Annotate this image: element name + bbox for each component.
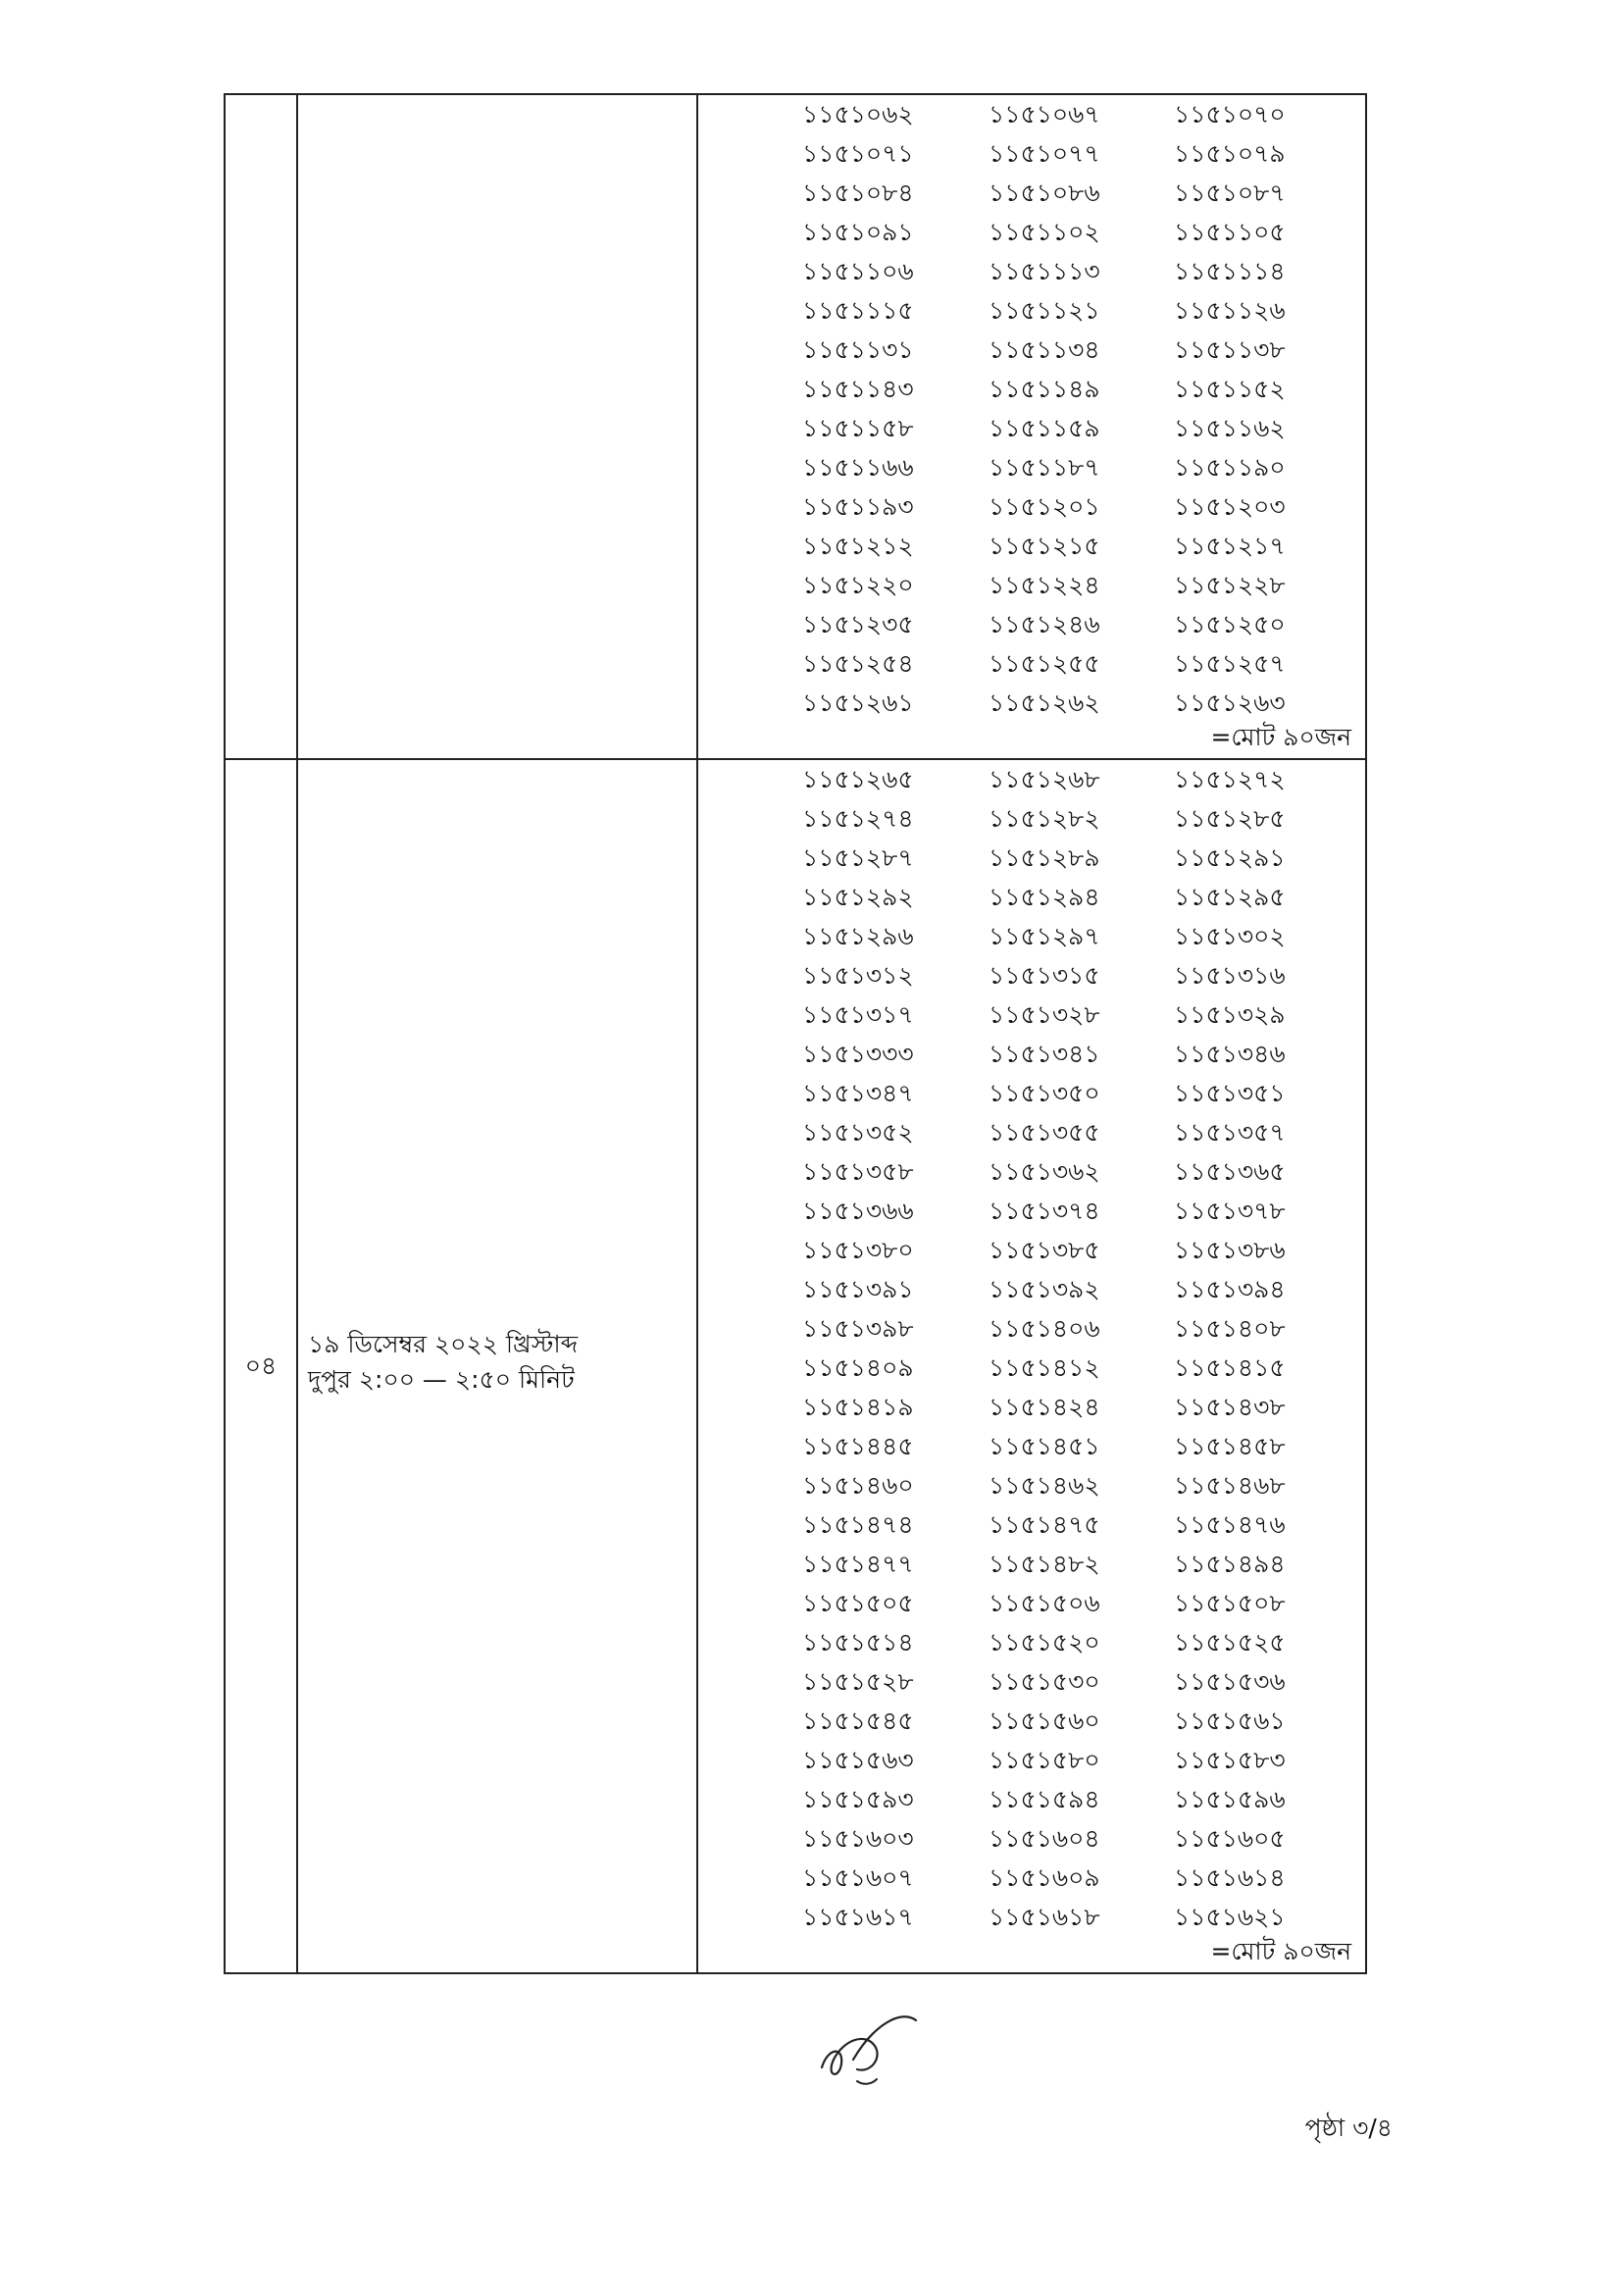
- roll-number: ১১৫১৩২৯: [1174, 1000, 1286, 1029]
- roll-number: ১১৫১৩৬৫: [1174, 1157, 1286, 1186]
- roll-row: [696, 995, 1365, 1035]
- roll-number: ১১৫১২৬১: [802, 688, 914, 717]
- roll-number: ১১৫১৫০৫: [802, 1589, 914, 1617]
- roll-row: [696, 1741, 1365, 1780]
- roll-number: ১১৫১৩৫৫: [989, 1118, 1100, 1146]
- roll-row: [696, 487, 1365, 527]
- roll-row: [696, 566, 1365, 605]
- roll-row: [696, 527, 1365, 566]
- roll-number: ১১৫১৪০৯: [802, 1353, 914, 1382]
- roll-number: ১১৫১২৯১: [1174, 843, 1286, 872]
- roll-row: [696, 409, 1365, 448]
- roll-number-grid: [696, 95, 1365, 723]
- roll-row: [696, 448, 1365, 487]
- roll-number: ১১৫১২২৪: [989, 571, 1100, 599]
- roll-number: ১১৫১০৭০: [1174, 100, 1286, 128]
- roll-number: ১১৫১০৬২: [802, 100, 914, 128]
- roll-number: ১১৫১৩৮৬: [1174, 1236, 1286, 1264]
- roll-number: ১১৫১১৮৭: [989, 453, 1100, 482]
- roll-number: ১১৫১০৭৯: [1174, 139, 1286, 168]
- roll-number: ১১৫১১০৬: [802, 257, 914, 285]
- roll-number: ১১৫১৩৯৮: [802, 1314, 914, 1343]
- roll-number: ১১৫১৬০৫: [1174, 1824, 1286, 1853]
- roll-number: ১১৫১৫৮০: [989, 1746, 1100, 1774]
- roll-number: ১১৫১৪৬২: [989, 1471, 1100, 1500]
- roll-number: ১১৫১২৫৭: [1174, 649, 1286, 678]
- roll-number: ১১৫১৩৫৮: [802, 1157, 914, 1186]
- roll-number: ১১৫১৬০৪: [989, 1824, 1100, 1853]
- roll-number: ১১৫১১৫২: [1174, 375, 1286, 403]
- roll-number: ১১৫১৩৫২: [802, 1118, 914, 1146]
- roll-number: ১১৫১৩৫০: [989, 1079, 1100, 1107]
- roll-number: ১১৫১১৯৩: [802, 492, 914, 521]
- roll-row: [696, 1584, 1365, 1623]
- roll-row: [696, 1427, 1365, 1466]
- roll-number: ১১৫১৪১৯: [802, 1393, 914, 1421]
- roll-row: [696, 1623, 1365, 1662]
- roll-number: ১১৫১২৫৪: [802, 649, 914, 678]
- roll-number: ১১৫১৩১২: [802, 961, 914, 990]
- roll-number: ১১৫১১৪৯: [989, 375, 1100, 403]
- roll-number: ১১৫১৩৪১: [989, 1040, 1100, 1068]
- exam-date: ১৯ ডিসেম্বর ২০২২ খ্রিস্টাব্দ: [308, 1330, 579, 1358]
- roll-number: ১১৫১১৯০: [1174, 453, 1286, 482]
- roll-number: ১১৫১৩৫৭: [1174, 1118, 1286, 1146]
- roll-number: ১১৫১৪৫১: [989, 1432, 1100, 1460]
- roll-number: ১১৫১৫৬৩: [802, 1746, 914, 1774]
- roll-number: ১১৫১৩৮৫: [989, 1236, 1100, 1264]
- roll-row: [696, 605, 1365, 644]
- roll-row: [696, 213, 1365, 252]
- roll-row: [696, 1388, 1365, 1427]
- column-divider-serial: [296, 95, 298, 758]
- total-count: =মোট ৯০জন: [1210, 1937, 1351, 1965]
- roll-number: ১১৫১১২৬: [1174, 296, 1286, 325]
- roll-number: ১১৫১৬১৮: [989, 1903, 1100, 1931]
- roll-number: ১১৫১২৭২: [1174, 765, 1286, 793]
- roll-number: ১১৫১১৬২: [1174, 414, 1286, 442]
- roll-row: [696, 1309, 1365, 1349]
- roll-row: [696, 1780, 1365, 1819]
- serial-number: ০৪: [244, 1351, 278, 1380]
- column-divider-serial: [296, 760, 298, 1972]
- roll-number: ১১৫১৪৭৪: [802, 1510, 914, 1539]
- roll-row: [696, 799, 1365, 839]
- roll-number: ১১৫১১৫৮: [802, 414, 914, 442]
- roll-number: ১১৫১০৭১: [802, 139, 914, 168]
- roll-number: ১১৫১১২১: [989, 296, 1100, 325]
- roll-number: ১১৫১৪৪৫: [802, 1432, 914, 1460]
- roll-number: ১১৫১১৬৬: [802, 453, 914, 482]
- roll-number: ১১৫১২৬২: [989, 688, 1100, 717]
- roll-number: ১১৫১৪৩৮: [1174, 1393, 1286, 1421]
- roll-number: ১১৫১৩২৮: [989, 1000, 1100, 1029]
- roll-number: ১১৫১১৪৩: [802, 375, 914, 403]
- roll-number: ১১৫১৪৫৮: [1174, 1432, 1286, 1460]
- roll-number: ১১৫১৫২৮: [802, 1667, 914, 1696]
- roll-row: [696, 1270, 1365, 1309]
- roll-number: ১১৫১৩১৬: [1174, 961, 1286, 990]
- roll-row: [696, 1035, 1365, 1074]
- roll-number: ১১৫১২৮৯: [989, 843, 1100, 872]
- roll-number: ১১৫১১০২: [989, 218, 1100, 246]
- roll-number: ১১৫১০৯১: [802, 218, 914, 246]
- roll-row: [696, 331, 1365, 370]
- roll-number: ১১৫১৩৩৩: [802, 1040, 914, 1068]
- roll-table-block-04: [224, 760, 1367, 1974]
- roll-number: ১১৫১২৯২: [802, 883, 914, 911]
- roll-number: ১১৫১১০৫: [1174, 218, 1286, 246]
- roll-row: [696, 1113, 1365, 1152]
- page-number: পৃষ্ঠা ৩/৪: [1304, 2114, 1393, 2142]
- roll-number: ১১৫১৩৯৪: [1174, 1275, 1286, 1303]
- roll-number: ১১৫১৪৭৫: [989, 1510, 1100, 1539]
- roll-number: ১১৫১১৩১: [802, 335, 914, 364]
- roll-number: ১১৫১২৮২: [989, 804, 1100, 833]
- roll-row: [696, 917, 1365, 956]
- roll-number: ১১৫১৩৪৭: [802, 1079, 914, 1107]
- roll-number: ১১৫১২৫৫: [989, 649, 1100, 678]
- roll-number: ১১৫১২৮৭: [802, 843, 914, 872]
- roll-number: ১১৫১৩৫১: [1174, 1079, 1286, 1107]
- total-count: =মোট ৯০জন: [1210, 723, 1351, 751]
- roll-number: ১১৫১৫৮৩: [1174, 1746, 1286, 1774]
- roll-number: ১১৫১৪০৬: [989, 1314, 1100, 1343]
- roll-number: ১১৫১৪৬৮: [1174, 1471, 1286, 1500]
- roll-number: ১১৫১২০১: [989, 492, 1100, 521]
- roll-number: ১১৫১০৮৬: [989, 178, 1100, 207]
- roll-number: ১১৫১২০৩: [1174, 492, 1286, 521]
- roll-number: ১১৫১২৯৫: [1174, 883, 1286, 911]
- roll-row: [696, 1074, 1365, 1113]
- roll-number: ১১৫১৪৬০: [802, 1471, 914, 1500]
- roll-number: ১১৫১৫৩৬: [1174, 1667, 1286, 1696]
- roll-row: [696, 644, 1365, 684]
- roll-number-grid: [696, 760, 1365, 1937]
- roll-number: ১১৫১৩১৭: [802, 1000, 914, 1029]
- roll-number: ১১৫১৩৯২: [989, 1275, 1100, 1303]
- roll-number: ১১৫১৩৭৮: [1174, 1197, 1286, 1225]
- roll-number: ১১৫১৫৬০: [989, 1707, 1100, 1735]
- handwritten-signature: [814, 1991, 922, 2099]
- roll-row: [696, 1545, 1365, 1584]
- roll-number: ১১৫১৩৪৬: [1174, 1040, 1286, 1068]
- roll-row: [696, 134, 1365, 174]
- roll-row: [696, 1702, 1365, 1741]
- roll-row: [696, 1859, 1365, 1898]
- roll-row: [696, 1349, 1365, 1388]
- roll-number: ১১৫১৫৪৫: [802, 1707, 914, 1735]
- roll-number: ১১৫১০৮৪: [802, 178, 914, 207]
- roll-row: [696, 1192, 1365, 1231]
- roll-number: ১১৫১৬১৭: [802, 1903, 914, 1931]
- roll-number: ১১৫১২৩৫: [802, 610, 914, 638]
- roll-row: [696, 1898, 1365, 1937]
- roll-number: ১১৫১২৯৬: [802, 922, 914, 950]
- roll-number: ১১৫১২৬৮: [989, 765, 1100, 793]
- roll-row: [696, 839, 1365, 878]
- roll-number: ১১৫১৩১৫: [989, 961, 1100, 990]
- roll-number: ১১৫১২৬৫: [802, 765, 914, 793]
- roll-number: ১১৫১৬১৪: [1174, 1863, 1286, 1892]
- roll-number: ১১৫১০৭৭: [989, 139, 1100, 168]
- roll-number: ১১৫১৫৬১: [1174, 1707, 1286, 1735]
- roll-row: [696, 1231, 1365, 1270]
- roll-number: ১১৫১১৩৮: [1174, 335, 1286, 364]
- roll-table-block-continued: [224, 93, 1367, 760]
- roll-number: ১১৫১২৬৩: [1174, 688, 1286, 717]
- roll-number: ১১৫১৬০৩: [802, 1824, 914, 1853]
- roll-number: ১১৫১৪৭৬: [1174, 1510, 1286, 1539]
- roll-number: ১১৫১২৮৫: [1174, 804, 1286, 833]
- roll-row: [696, 1662, 1365, 1702]
- roll-number: ১১৫১৩৮০: [802, 1236, 914, 1264]
- roll-number: ১১৫১২১৭: [1174, 532, 1286, 560]
- roll-number: ১১৫১১৩৪: [989, 335, 1100, 364]
- roll-number: ১১৫১৬২১: [1174, 1903, 1286, 1931]
- roll-number: ১১৫১২৭৪: [802, 804, 914, 833]
- roll-row: [696, 1505, 1365, 1545]
- roll-number: ১১৫১০৬৭: [989, 100, 1100, 128]
- roll-number: ১১৫১৬০৯: [989, 1863, 1100, 1892]
- roll-number: ১১৫১৫২৫: [1174, 1628, 1286, 1656]
- roll-number: ১১৫১৪০৮: [1174, 1314, 1286, 1343]
- roll-row: [696, 370, 1365, 409]
- roll-number: ১১৫১৪৮২: [989, 1550, 1100, 1578]
- roll-number: ১১৫১৪৭৭: [802, 1550, 914, 1578]
- roll-row: [696, 1152, 1365, 1192]
- roll-number: ১১৫১৫৯৩: [802, 1785, 914, 1813]
- roll-number: ১১৫১৫০৬: [989, 1589, 1100, 1617]
- roll-number: ১১৫১১১৪: [1174, 257, 1286, 285]
- roll-row: [696, 252, 1365, 291]
- roll-number: ১১৫১৫৩০: [989, 1667, 1100, 1696]
- roll-number: ১১৫১৫১৪: [802, 1628, 914, 1656]
- roll-number: ১১৫১২৯৪: [989, 883, 1100, 911]
- roll-number: ১১৫১৬০৭: [802, 1863, 914, 1892]
- roll-number: ১১৫১৩৬২: [989, 1157, 1100, 1186]
- roll-row: [696, 1466, 1365, 1505]
- roll-row: [696, 760, 1365, 799]
- roll-number: ১১৫১২২৮: [1174, 571, 1286, 599]
- roll-number: ১১৫১৩৭৪: [989, 1197, 1100, 1225]
- roll-number: ১১৫১২৪৬: [989, 610, 1100, 638]
- roll-number: ১১৫১৫২০: [989, 1628, 1100, 1656]
- roll-row: [696, 878, 1365, 917]
- roll-row: [696, 1819, 1365, 1859]
- roll-row: [696, 684, 1365, 723]
- roll-row: [696, 956, 1365, 995]
- roll-row: [696, 174, 1365, 213]
- roll-number: ১১৫১৪২৪: [989, 1393, 1100, 1421]
- roll-number: ১১৫১২৫০: [1174, 610, 1286, 638]
- roll-number: ১১৫১১১৫: [802, 296, 914, 325]
- roll-number: ১১৫১২১২: [802, 532, 914, 560]
- roll-row: [696, 95, 1365, 134]
- exam-schedule: [308, 1327, 690, 1398]
- roll-number: ১১৫১৩৯১: [802, 1275, 914, 1303]
- roll-number: ১১৫১৩০২: [1174, 922, 1286, 950]
- roll-number: ১১৫১৪১২: [989, 1353, 1100, 1382]
- roll-number: ১১৫১৫৯৪: [989, 1785, 1100, 1813]
- roll-row: [696, 291, 1365, 331]
- exam-time: দুপুর ২:০০ — ২:৫০ মিনিট: [308, 1365, 575, 1394]
- roll-number: ১১৫১২৯৭: [989, 922, 1100, 950]
- roll-number: ১১৫১৪৯৪: [1174, 1550, 1286, 1578]
- roll-number: ১১৫১৩৬৬: [802, 1197, 914, 1225]
- roll-number: ১১৫১২২০: [802, 571, 914, 599]
- roll-number: ১১৫১২১৫: [989, 532, 1100, 560]
- roll-number: ১১৫১০৮৭: [1174, 178, 1286, 207]
- roll-number: ১১৫১৫০৮: [1174, 1589, 1286, 1617]
- roll-number: ১১৫১১১৩: [989, 257, 1100, 285]
- roll-number: ১১৫১১৫৯: [989, 414, 1100, 442]
- roll-number: ১১৫১৪১৫: [1174, 1353, 1286, 1382]
- roll-number: ১১৫১৫৯৬: [1174, 1785, 1286, 1813]
